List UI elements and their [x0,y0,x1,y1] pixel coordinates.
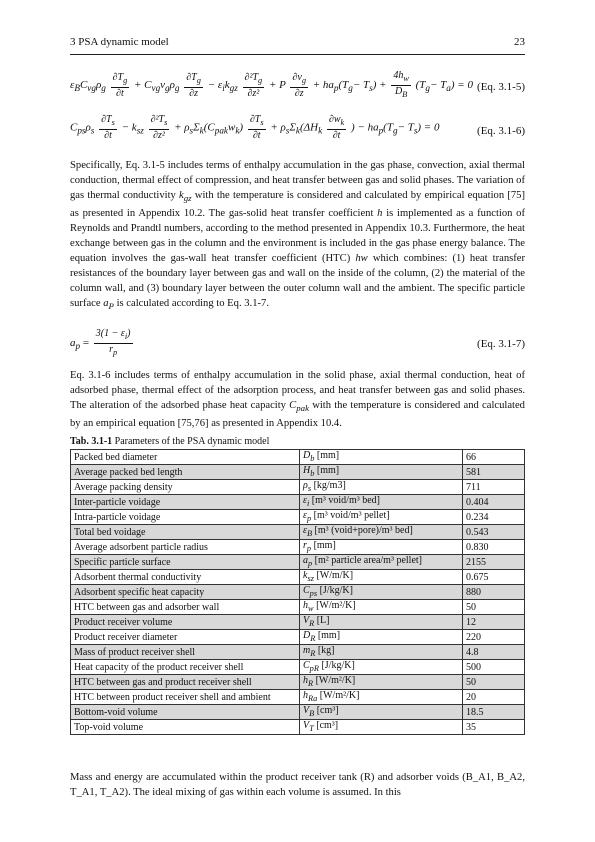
parameter-value: 12 [463,615,525,630]
equation-3-1-6-body: $C_{ps}\rho_s$ $\frac{\partial T_s}{\partial t}$ − $k_{sz}$ $\frac{\partial^2T_s}{\text{∂z²}}$ + $\rho_s\Sigma_k(C_{pak}w_k)$ $\frac{\partial T_s}{\partial t}$ + $\rho_s\Sigma_k(\Delta H_k$ $\frac{\partial w_k}{\partial t}$ ) − $ha_p(T_g- T_s) = 0$ [70,114,440,141]
parameter-symbol-unit: $h_R$ [W/m²/K] [300,675,463,690]
parameter-value: 220 [463,630,525,645]
parameter-name: HTC between gas and adsorber wall [71,600,300,615]
table-row [71,585,525,600]
parameter-value: 4.8 [463,645,525,660]
parameter-value: 66 [463,450,525,465]
table-row [71,600,525,615]
fraction: $\frac{3(1 - \varepsilon_i)}{r_p}$ [95,328,131,357]
table-row [71,630,525,645]
table-row [71,720,525,735]
parameters-table [70,449,525,735]
parameter-name: Total bed voidage [71,525,300,540]
table-row [71,555,525,570]
table-row [71,480,525,495]
page-number: 23 [514,36,525,48]
parameter-value: 711 [463,480,525,495]
parameter-symbol-unit: $m_R$ [kg] [300,645,463,660]
fraction: $\frac{\partial T_s}{\partial t}$ [101,114,115,141]
fraction: $\frac{\partial T_g}{\partial t}$ [112,71,128,99]
equation-label: (Eq. 3.1-5) [477,81,525,93]
parameter-name: Adsorbent thermal conductivity [71,570,300,585]
chapter-title: 3 PSA dynamic model [70,36,169,48]
fraction: $\frac{\partial^2T_g}{\text{∂z²}}$ [244,71,263,99]
table-row [71,675,525,690]
table-row [71,705,525,720]
parameter-symbol-unit: $\varepsilon_i$ [m³ void/m³ bed] [300,495,463,510]
parameter-symbol-unit: $H_b$ [mm] [300,465,463,480]
parameter-symbol-unit: $\varepsilon_B$ [m³ (void+pore)/m³ bed] [300,525,463,540]
fraction: $\frac{\partial v_g}{\partial z}$ [292,71,306,99]
parameter-value: 0.404 [463,495,525,510]
equation-3-1-5-body: $\varepsilon_BC_{vg}\rho_g$ $\frac{\partial T_g}{\partial t}$ + $C_{vg}v_g\rho_g$ $\frac{\partial T_g}{\partial z}$ − $\varepsilon_ik_{gz}$ $\frac{\partial^2T_g}{\text{∂z²}}$ + P $\frac{\partial v_g}{\partial z}$ + $ha_p(T_g- T_s)$ + $\frac{4h_w}{D_B}$ $(T_g- T_a) = 0$ [70,70,473,99]
parameter-name: Top-void volume [71,720,300,735]
parameter-value: 35 [463,720,525,735]
parameter-value: 2155 [463,555,525,570]
equation-label: (Eq. 3.1-7) [477,338,525,350]
equation-3-1-7 [70,328,525,364]
fraction: $\frac{4h_w}{D_B}$ [393,70,409,99]
parameter-symbol-unit: $r_p$ [mm] [300,540,463,555]
table-row [71,660,525,675]
parameter-name: Bottom-void volume [71,705,300,720]
fraction: $\frac{\partial w_k}{\partial t}$ [328,114,345,141]
parameter-symbol-unit: $k_{sz}$ [W/m/K] [300,570,463,585]
parameter-name: Average packing density [71,480,300,495]
table-row [71,465,525,480]
table-row [71,540,525,555]
parameter-name: Mass of product receiver shell [71,645,300,660]
table-row [71,615,525,630]
parameter-value: 880 [463,585,525,600]
parameter-name: Adsorbent specific heat capacity [71,585,300,600]
table-row [71,495,525,510]
parameter-value: 0.830 [463,540,525,555]
parameter-symbol-unit: $h_{Ra}$ [W/m²/K] [300,690,463,705]
table-row [71,450,525,465]
parameter-symbol-unit: $D_R$ [mm] [300,630,463,645]
parameter-value: 50 [463,675,525,690]
parameter-symbol-unit: $D_b$ [mm] [300,450,463,465]
table-row [71,570,525,585]
running-header [70,36,525,52]
parameter-symbol-unit: $a_p$ [m² particle area/m³ pellet] [300,555,463,570]
table-row [71,510,525,525]
parameter-name: Heat capacity of the product receiver shell [71,660,300,675]
parameter-name: Average packed bed length [71,465,300,480]
parameter-symbol-unit: $\rho_s$ [kg/m3] [300,480,463,495]
parameter-symbol-unit: $\varepsilon_p$ [m³ void/m³ pellet] [300,510,463,525]
parameter-name: Specific particle surface [71,555,300,570]
parameter-value: 0.675 [463,570,525,585]
parameter-value: 500 [463,660,525,675]
equation-3-1-6 [70,110,525,152]
parameter-name: HTC between product receiver shell and ambient [71,690,300,705]
parameter-name: Product receiver diameter [71,630,300,645]
parameter-symbol-unit: $V_B$ [cm³] [300,705,463,720]
parameter-value: 18.5 [463,705,525,720]
parameter-name: Packed bed diameter [71,450,300,465]
table-row [71,645,525,660]
parameter-value: 581 [463,465,525,480]
parameter-name: Product receiver volume [71,615,300,630]
parameter-name: Inter-particle voidage [71,495,300,510]
table-caption: Tab. 3.1-1 Parameters of the PSA dynamic model [70,436,270,447]
parameter-value: 20 [463,690,525,705]
parameter-symbol-unit: $C_{ps}$ [J/kg/K] [300,585,463,600]
parameter-symbol-unit: $C_{pR}$ [J/kg/K] [300,660,463,675]
parameter-symbol-unit: $V_T$ [cm³] [300,720,463,735]
parameter-symbol-unit: $h_w$ [W/m²/K] [300,600,463,615]
paragraph-2: Eq. 3.1-6 includes terms of enthalpy accumulation in the solid phase, axial thermal conduction, heat of adsorbed phase, thermal effect of the adsorption process, and heat transfer between gas and solid phases. The alteration of the adsorbed phase heat capacity $C_{pak}$ with the temperature is considered and calculated by an empirical equation [75,76] as presented in Appendix 10.4. [70,370,525,430]
parameter-name: Average adsorbent particle radius [71,540,300,555]
fraction: $\frac{\partial T_g}{\partial z}$ [186,71,201,99]
parameter-value: 0.234 [463,510,525,525]
parameter-value: 50 [463,600,525,615]
table-row [71,690,525,705]
fraction: $\frac{\partial^2T_s}{\text{∂z²}}$ [150,114,168,141]
parameter-name: Intra-particle voidage [71,510,300,525]
paragraph-1: Specifically, Eq. 3.1-5 includes terms of enthalpy accumulation in the gas phase, convection, axial thermal conduction, thermal effect of compression, and heat transfer between gas and solid phases. The variation of gas thermal conductivity $k_{gz}$ with the temperature is considered and calculated by empirical equation [75] as presented in Appendix 10.2. The gas-solid heat transfer coefficient h is implemented as a function of Reynolds and Prandtl numbers, according to the method presented in Appendix 10.3. Furthermore, the heat exchange between gas in the column and the environment is included in the gas phase energy balance. The equation involves the gas-wall heat transfer coefficient (HTC) hw which combines: (1) heat transfer resistances of the boundary layer between gas and wall on the inside of the column, (2) the material of the column wall, and (3) boundary layer between the outer column wall and the ambient. The specific particle surface $a_P$ is calculated according to Eq. 3.1-7. [70,160,525,312]
equation-3-1-5 [70,66,525,108]
equation-3-1-7-body: $a_p$ = $\frac{3(1 - \varepsilon_i)}{r_p}$ [70,328,131,357]
paragraph-3: Mass and energy are accumulated within the product receiver tank (R) and adsorber voids (B_A1, B_A2, T_A1, T_A2). The ideal mixing of gas within each volume is assumed. In this [70,772,525,798]
fraction: $\frac{\partial T_s}{\partial t}$ [249,114,264,141]
parameter-symbol-unit: $V_R$ [L] [300,615,463,630]
header-rule [70,54,525,55]
table-row [71,525,525,540]
parameter-name: HTC between gas and product receiver shell [71,675,300,690]
parameter-value: 0.543 [463,525,525,540]
equation-label: (Eq. 3.1-6) [477,125,525,137]
